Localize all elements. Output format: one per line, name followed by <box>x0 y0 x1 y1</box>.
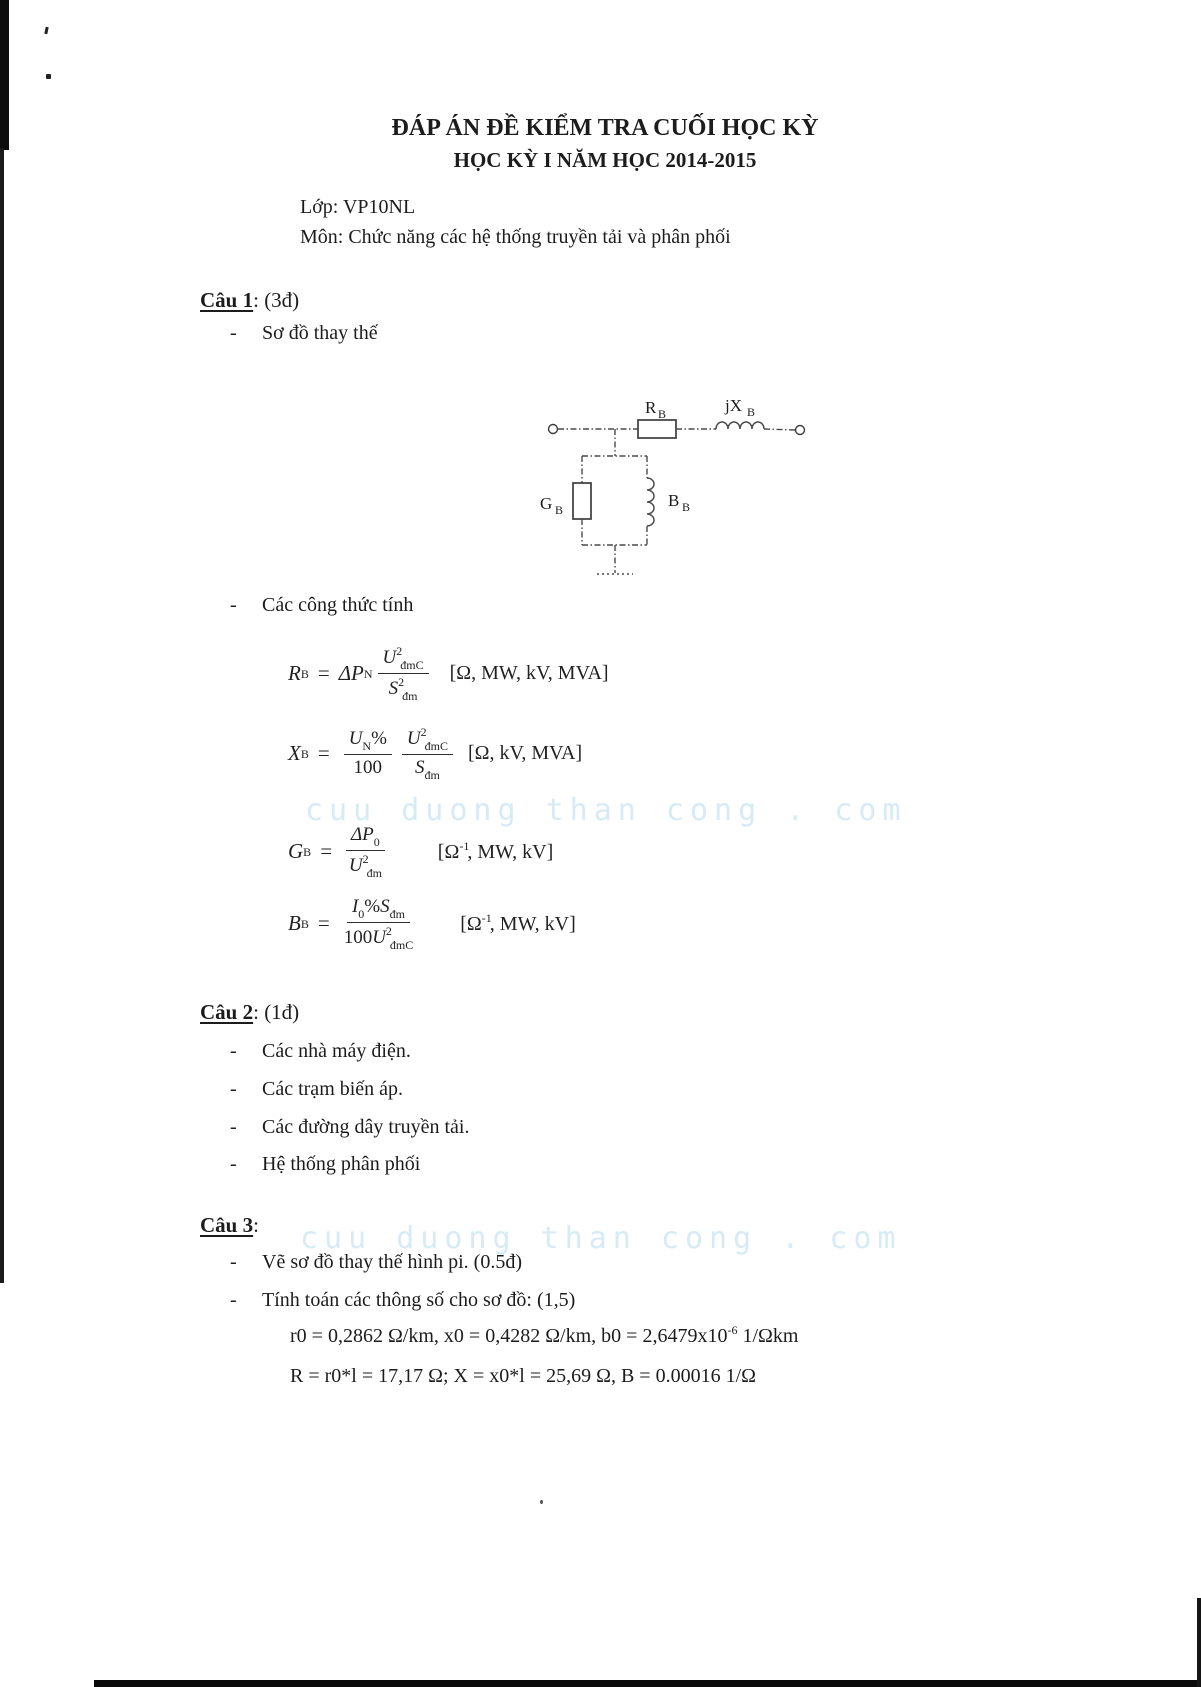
conductance-label-sub: B <box>555 503 564 517</box>
equivalent-circuit-diagram <box>498 393 818 598</box>
wire <box>764 429 795 430</box>
bullet-dash: - <box>230 1251 237 1273</box>
calc-exponent: -6 <box>727 1323 738 1337</box>
calc-line-results: R = r0*l = 17,17 Ω; X = x0*l = 25,69 Ω, B = 0.00016 1/Ω <box>290 1365 756 1387</box>
formula-lhs: G <box>288 839 304 863</box>
fraction-denominator: 100 <box>353 757 383 778</box>
units-text: [Ω <box>460 912 482 935</box>
scan-speck <box>44 27 48 34</box>
susceptance-label-sub: B <box>682 500 691 514</box>
formula-lhs: X <box>288 741 301 765</box>
section-heading-cau2 <box>200 1000 299 1025</box>
watermark-text: cuu duong than cong . com <box>305 793 907 828</box>
equals-sign: = <box>320 839 333 863</box>
class-line: Lớp: VP10NL <box>300 196 416 218</box>
numerator-sup: 2 <box>420 725 427 739</box>
formula-units: [Ω, MW, kV, MVA] <box>449 662 609 684</box>
units-text: [Ω <box>437 840 460 863</box>
equals-sign: = <box>317 741 330 765</box>
section-label: Câu 2 <box>200 1000 254 1024</box>
denominator-sub: đm <box>424 768 440 782</box>
formula-lhs-sub: B <box>303 844 312 859</box>
resistor-label: R <box>645 398 657 417</box>
bullet-item: Sơ đồ thay thế <box>262 322 378 344</box>
susceptance-symbol <box>647 478 654 526</box>
fraction-numerator: U <box>406 728 421 749</box>
scan-edge-artifact <box>1197 1598 1201 1687</box>
numerator-sub: đm <box>389 907 405 921</box>
units-text: , MW, kV] <box>489 912 576 935</box>
bullet-dash: - <box>230 1116 237 1138</box>
document-title: ĐÁP ÁN ĐỀ KIỂM TRA CUỐI HỌC KỲ <box>391 115 819 141</box>
formula-units <box>460 912 575 936</box>
formula-lhs: B <box>288 911 301 935</box>
inductor-symbol <box>716 422 764 429</box>
circuit-svg <box>498 393 818 598</box>
denominator-sup: 2 <box>362 852 369 866</box>
formula-lhs-sub: B <box>300 916 309 931</box>
numerator-var: S <box>380 896 390 917</box>
numerator-sub: N <box>362 739 372 753</box>
section-heading-cau1 <box>200 288 299 313</box>
fraction-numerator: U <box>382 647 397 668</box>
inductor-label: jX <box>725 396 742 415</box>
formula-bb <box>288 896 576 951</box>
fraction-denominator: S <box>415 757 425 778</box>
list-item: Hệ thống phân phối <box>262 1153 421 1175</box>
bullet-item: Các công thức tính <box>262 594 414 616</box>
formula-lhs-sub: B <box>300 746 309 761</box>
fraction-numerator: ΔP <box>351 824 374 845</box>
denominator-coef: 100 <box>343 927 373 948</box>
formula-lhs: R <box>288 661 301 685</box>
calc-text: r0 = 0,2862 Ω/km, x0 = 0,4282 Ω/km, b0 = 2,6479x10 <box>290 1325 728 1347</box>
section-heading-cau3 <box>200 1213 259 1238</box>
bullet-dash: - <box>230 1078 237 1100</box>
calc-line-unit-params <box>290 1323 798 1348</box>
fraction-denominator: U <box>372 927 386 948</box>
bullet-dash: - <box>230 1040 237 1062</box>
scan-speck <box>46 74 51 79</box>
formula-xb <box>288 726 582 781</box>
formula-lhs-sub: B <box>300 666 309 681</box>
document-subtitle: HỌC KỲ I NĂM HỌC 2014-2015 <box>453 148 757 172</box>
formula-gb <box>288 824 553 879</box>
bullet-dash: - <box>230 1153 237 1175</box>
bullet-dash: - <box>230 322 237 344</box>
resistor-symbol <box>638 420 676 438</box>
scan-edge-artifact <box>0 148 4 1283</box>
left-terminal <box>549 425 558 434</box>
inductor-label-sub: B <box>747 405 756 419</box>
fraction <box>402 726 453 781</box>
equals-sign: = <box>317 911 330 935</box>
fraction <box>378 645 429 702</box>
formula-units <box>438 840 553 864</box>
denominator-sub: đm <box>366 866 382 880</box>
fraction-numerator: U <box>348 728 363 749</box>
formula-units: [Ω, kV, MVA] <box>468 742 583 764</box>
denominator-sub: đmC <box>389 938 414 952</box>
fraction-numerator: I <box>351 896 359 917</box>
bullet-dash: - <box>230 594 237 616</box>
scan-edge-artifact <box>94 1680 1201 1687</box>
fraction-denominator: U <box>348 855 363 876</box>
fraction <box>346 824 385 879</box>
bullet-dash: - <box>230 1289 237 1311</box>
units-sup: -1 <box>481 910 492 925</box>
list-item: Tính toán các thông số cho sơ đồ: (1,5) <box>262 1289 576 1311</box>
formula-rb <box>288 645 609 702</box>
numerator-sub: đmC <box>400 658 424 672</box>
equals-sign: = <box>317 661 330 685</box>
units-sup: -1 <box>459 838 470 853</box>
right-terminal <box>796 426 805 435</box>
list-item: Vẽ sơ đồ thay thế hình pi. (0.5đ) <box>262 1251 522 1273</box>
formula-coef-sub: N <box>363 666 373 681</box>
conductance-symbol <box>573 483 591 519</box>
numerator-sup: 2 <box>396 644 403 658</box>
section-label: Câu 1 <box>200 288 254 312</box>
denominator-sup: 2 <box>385 924 392 938</box>
denominator-sub: đm <box>402 689 418 703</box>
watermark-text: cuu duong than cong . com <box>300 1221 902 1256</box>
percent-sign: % <box>364 896 381 917</box>
section-label: Câu 3 <box>200 1213 254 1237</box>
section-points: : (1đ) <box>253 1000 300 1024</box>
numerator-sub: đmC <box>424 739 448 753</box>
resistor-label-sub: B <box>658 407 667 421</box>
list-item: Các trạm biến áp. <box>262 1078 404 1100</box>
denominator-sup: 2 <box>398 675 405 689</box>
susceptance-label: B <box>668 491 680 510</box>
section-points: : (3đ) <box>253 288 300 312</box>
list-item: Các đường dây truyền tải. <box>262 1116 470 1138</box>
conductance-label: G <box>540 494 553 513</box>
section-points: : <box>253 1213 259 1237</box>
calc-text: 1/Ωkm <box>737 1325 799 1347</box>
fraction <box>344 896 414 951</box>
formula-coef: ΔP <box>338 661 364 685</box>
numerator-sub: 0 <box>358 907 365 921</box>
units-text: , MW, kV] <box>467 840 554 863</box>
list-item: Các nhà máy điện. <box>262 1040 411 1062</box>
subject-line: Môn: Chức năng các hệ thống truyền tải và phân phối <box>300 226 731 248</box>
scan-edge-artifact <box>0 0 9 150</box>
numerator-sub: 0 <box>373 835 380 849</box>
percent-sign: % <box>371 728 387 749</box>
fraction <box>344 728 392 779</box>
fraction-denominator: S <box>388 678 399 699</box>
scan-speck <box>540 1500 543 1504</box>
